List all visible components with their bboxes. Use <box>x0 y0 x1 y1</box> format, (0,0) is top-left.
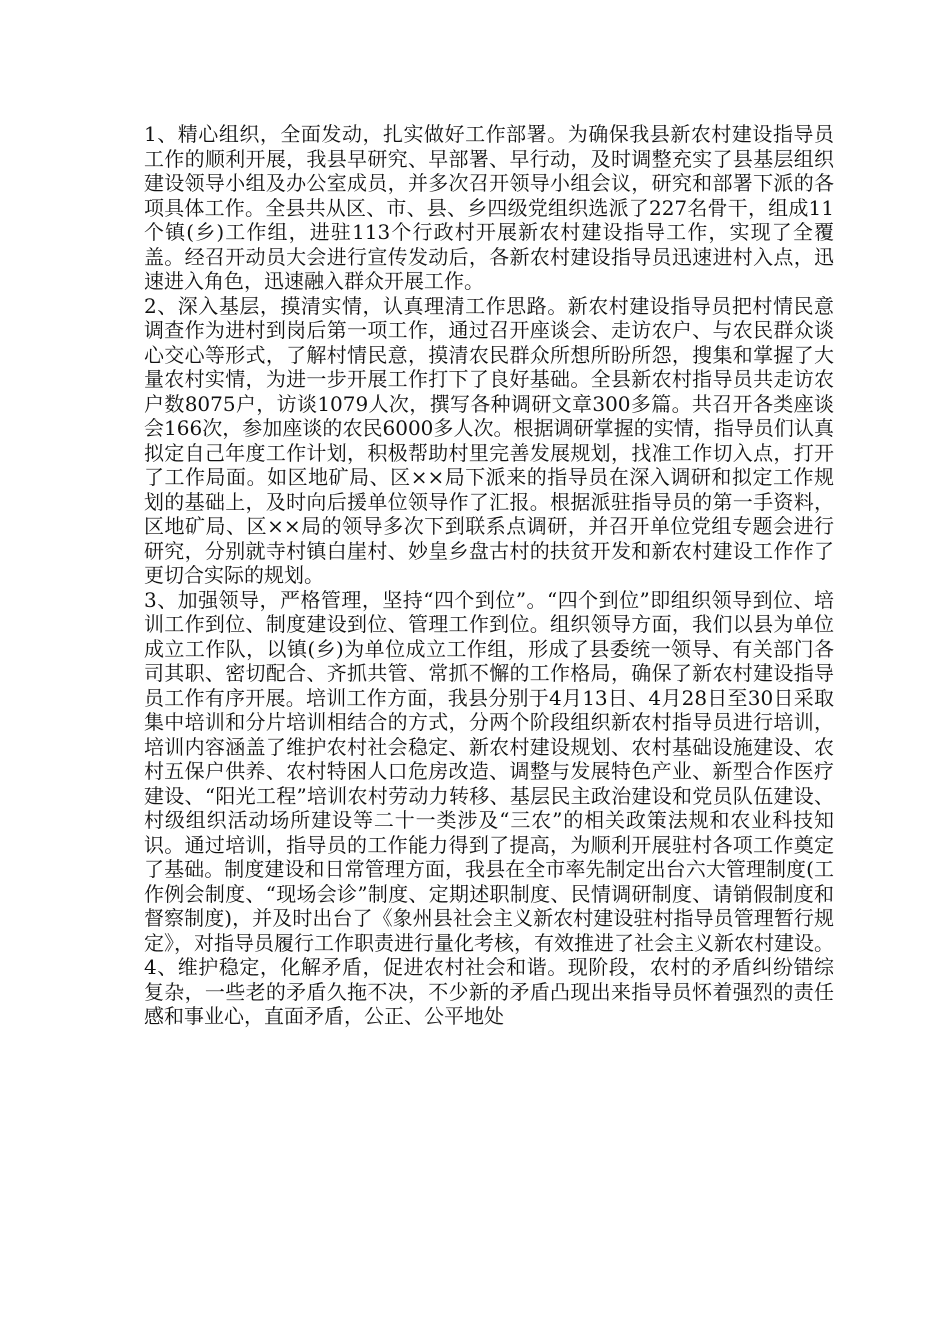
paragraph-4-maintain-stability: 4、维护稳定，化解矛盾，促进农村社会和谐。现阶段，农村的矛盾纠纷错综复杂，一些老的矛盾久拖不决，不少新的矛盾凸现出来指导员怀着强烈的责任感和事业心，直面矛盾，公正、公平地处 <box>144 955 834 1028</box>
document-page <box>144 122 834 1029</box>
paragraph-2-grassroots-research: 2、深入基层，摸清实情，认真理清工作思路。新农村建设指导员把村情民意调查作为进村到岗后第一项工作，通过召开座谈会、走访农户、与农民群众谈心交心等形式，了解村情民意，摸清农民群众所想所盼所怨，搜集和掌握了大量农村实情，为进一步开展工作打下了良好基础。全县新农村指导员共走访农户数8075户，访谈1079人次，撰写各种调研文章300多篇。共召开各类座谈会166次，参加座谈的农民6000多人次。根据调研掌握的实情，指导员们认真拟定自己年度工作计划，积极帮助村里完善发展规划，找准工作切入点，打开了工作局面。如区地矿局、区××局下派来的指导员在深入调研和拟定工作规划的基础上，及时向后援单位领导作了汇报。根据派驻指导员的第一手资料，区地矿局、区××局的领导多次下到联系点调研，并召开单位党组专题会进行研究，分别就寺村镇白崖村、妙皇乡盘古村的扶贫开发和新农村建设工作作了更切合实际的规划。 <box>144 293 834 587</box>
paragraph-3-four-in-place: 3、加强领导，严格管理，坚持“四个到位”。“四个到位”即组织领导到位、培训工作到位、制度建设到位、管理工作到位。组织领导方面，我们以县为单位成立工作队，以镇(乡)为单位成立工作组，形成了县委统一领导、有关部门各司其职、密切配合、齐抓共管、常抓不懈的工作格局，确保了新农村建设指导员工作有序开展。培训工作方面，我县分别于4月13日、4月28日至30日采取集中培训和分片培训相结合的方式，分两个阶段组织新农村指导员进行培训，培训内容涵盖了维护农村社会稳定、新农村建设规划、农村基础设施建设、农村五保户供养、农村特困人口危房改造、调整与发展特色产业、新型合作医疗建设、“阳光工程”培训农村劳动力转移、基层民主政治建设和党员队伍建设、村级组织活动场所建设等二十一类涉及“三农”的相关政策法规和农业科技知识。通过培训，指导员的工作能力得到了提高，为顺利开展驻村各项工作奠定了基础。制度建设和日常管理方面，我县在全市率先制定出台六大管理制度(工作例会制度、“现场会诊”制度、定期述职制度、民情调研制度、请销假制度和督察制度)，并及时出台了《象州县社会主义新农村建设驻村指导员管理暂行规定》，对指导员履行工作职责进行量化考核，有效推进了社会主义新农村建设。 <box>144 587 834 955</box>
paragraph-1-work-deployment: 1、精心组织，全面发动，扎实做好工作部署。为确保我县新农村建设指导员工作的顺利开展，我县早研究、早部署、早行动，及时调整充实了县基层组织建设领导小组及办公室成员，并多次召开领导小组会议，研究和部署下派的各项具体工作。全县共从区、市、县、乡四级党组织选派了227名骨干，组成11个镇(乡)工作组，进驻113个行政村开展新农村建设指导工作，实现了全覆盖。经召开动员大会进行宣传发动后，各新农村建设指导员迅速进村入点，迅速进入角色，迅速融入群众开展工作。 <box>144 122 834 293</box>
